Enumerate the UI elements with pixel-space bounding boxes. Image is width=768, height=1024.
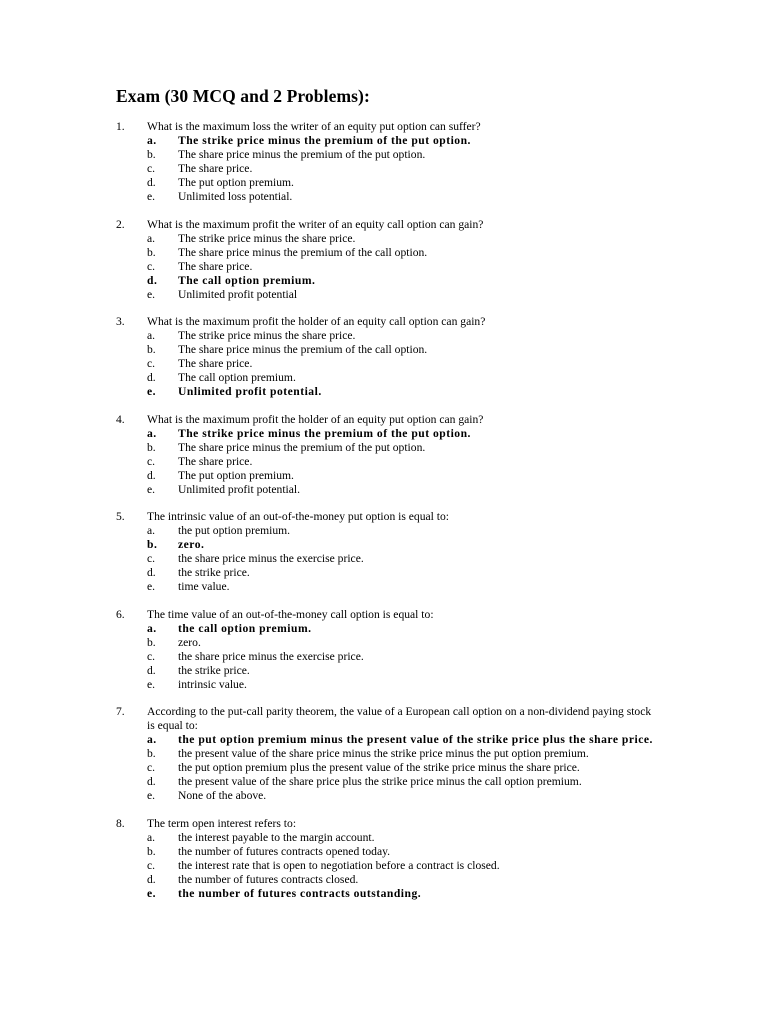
question-text: What is the maximum profit the writer of an equity call option can gain? <box>147 217 484 231</box>
question-stem <box>0 608 768 622</box>
option-text: the call option premium. <box>178 621 312 635</box>
answer-option <box>0 246 768 260</box>
option-letter: c. <box>147 761 156 774</box>
option-letter: d. <box>147 566 156 579</box>
question-stem <box>0 413 768 427</box>
option-letter: d. <box>147 872 156 886</box>
answer-option-correct <box>0 385 768 399</box>
answer-option <box>0 162 768 176</box>
option-letter: c. <box>147 357 156 370</box>
answer-option <box>0 148 768 162</box>
option-text: the strike price. <box>178 663 250 677</box>
option-letter: b. <box>147 343 156 356</box>
option-text: The share price. <box>178 162 253 175</box>
option-letter: a. <box>147 426 157 440</box>
option-letter: d. <box>147 663 156 677</box>
question-number: 8. <box>116 816 125 830</box>
option-letter: e. <box>147 580 156 593</box>
question-5 <box>0 510 768 594</box>
option-text: The share price. <box>178 259 253 273</box>
option-letter: b. <box>147 747 156 760</box>
answer-option <box>0 566 768 580</box>
answer-option-correct <box>0 427 768 441</box>
answer-option-correct <box>0 622 768 636</box>
option-text: The share price minus the premium of the call option. <box>178 343 428 356</box>
option-letter: a. <box>147 524 156 537</box>
question-text: The time value of an out-of-the-money call option is equal to: <box>147 607 434 621</box>
question-text: What is the maximum profit the holder of an equity put option can gain? <box>147 412 484 426</box>
option-letter: b. <box>147 148 156 161</box>
option-letter: d. <box>147 468 156 482</box>
option-text: the strike price. <box>178 566 250 579</box>
answer-option <box>0 845 768 859</box>
option-text: The put option premium. <box>178 468 294 482</box>
option-text: The strike price minus the premium of the put option. <box>178 134 471 147</box>
question-list <box>0 120 768 914</box>
option-letter: e. <box>147 482 156 496</box>
option-text: None of the above. <box>178 789 267 802</box>
answer-option <box>0 636 768 650</box>
option-text: Unlimited profit potential. <box>178 482 301 496</box>
answer-option <box>0 859 768 873</box>
option-letter: d. <box>147 273 158 287</box>
question-text: What is the maximum loss the writer of an equity put option can suffer? <box>147 120 481 133</box>
answer-option <box>0 260 768 274</box>
answer-option <box>0 761 768 775</box>
option-letter: a. <box>147 621 157 635</box>
option-letter: b. <box>147 440 156 454</box>
question-text: What is the maximum profit the holder of an equity call option can gain? <box>147 315 486 328</box>
option-letter: e. <box>147 886 157 900</box>
option-letter: a. <box>147 733 157 746</box>
answer-option <box>0 678 768 692</box>
option-letter: c. <box>147 259 156 273</box>
question-text: The term open interest refers to: <box>147 816 297 830</box>
question-3 <box>0 315 768 399</box>
option-letter: e. <box>147 677 156 691</box>
option-text: the number of futures contracts outstanding. <box>178 886 422 900</box>
question-stem <box>0 120 768 134</box>
option-text: the interest rate that is open to negotiation before a contract is closed. <box>178 858 500 872</box>
option-text: the number of futures contracts closed. <box>178 872 359 886</box>
answer-option <box>0 190 768 204</box>
answer-option <box>0 288 768 302</box>
answer-option <box>0 552 768 566</box>
option-text: The strike price minus the premium of the put option. <box>178 426 471 440</box>
question-number: 1. <box>116 120 125 133</box>
option-letter: a. <box>147 830 156 844</box>
option-letter: b. <box>147 635 156 649</box>
option-letter: e. <box>147 385 157 398</box>
question-text: According to the put-call parity theorem, the value of a European call option on a non-dividend paying stock is equal to: <box>147 705 652 732</box>
question-stem <box>0 705 768 733</box>
question-2 <box>0 218 768 302</box>
option-text: The strike price minus the share price. <box>178 329 356 342</box>
option-text: Unlimited loss potential. <box>178 190 293 203</box>
option-text: Unlimited profit potential <box>178 287 298 301</box>
option-text: the share price minus the exercise price. <box>178 552 364 565</box>
option-letter: b. <box>147 245 156 259</box>
question-stem <box>0 218 768 232</box>
question-number: 2. <box>116 217 125 231</box>
option-text: The share price minus the premium of the put option. <box>178 440 426 454</box>
question-stem <box>0 817 768 831</box>
answer-option <box>0 580 768 594</box>
answer-option <box>0 371 768 385</box>
answer-option-correct <box>0 887 768 901</box>
answer-option <box>0 329 768 343</box>
question-6 <box>0 608 768 692</box>
option-letter: c. <box>147 552 156 565</box>
answer-option <box>0 789 768 803</box>
option-text: zero. <box>178 538 205 551</box>
option-text: time value. <box>178 580 230 593</box>
answer-option <box>0 747 768 761</box>
option-letter: c. <box>147 162 156 175</box>
option-text: The share price minus the premium of the put option. <box>178 148 426 161</box>
question-text: The intrinsic value of an out-of-the-money put option is equal to: <box>147 510 450 523</box>
option-letter: b. <box>147 844 156 858</box>
option-text: The call option premium. <box>178 273 316 287</box>
question-number: 5. <box>116 510 125 523</box>
question-4 <box>0 413 768 497</box>
answer-option <box>0 469 768 483</box>
page-title: Exam (30 MCQ and 2 Problems): <box>116 86 370 106</box>
answer-option <box>0 524 768 538</box>
answer-option-correct <box>0 274 768 288</box>
answer-option <box>0 775 768 789</box>
question-number: 6. <box>116 607 125 621</box>
option-text: The share price. <box>178 357 253 370</box>
option-letter: b. <box>147 538 158 551</box>
question-number: 7. <box>116 705 125 718</box>
answer-option <box>0 357 768 371</box>
option-letter: d. <box>147 371 156 384</box>
option-letter: c. <box>147 454 156 468</box>
option-text: the present value of the share price minus the strike price minus the put option premium. <box>178 747 589 760</box>
option-text: the interest payable to the margin account. <box>178 830 375 844</box>
option-letter: e. <box>147 190 156 203</box>
option-letter: e. <box>147 789 156 802</box>
option-letter: c. <box>147 649 156 663</box>
option-text: intrinsic value. <box>178 677 247 691</box>
answer-option <box>0 483 768 497</box>
option-text: the put option premium minus the present value of the strike price plus the share price. <box>178 733 653 746</box>
option-text: Unlimited profit potential. <box>178 385 322 398</box>
question-number: 4. <box>116 412 125 426</box>
option-letter: d. <box>147 775 156 788</box>
option-text: the put option premium. <box>178 524 291 537</box>
answer-option <box>0 232 768 246</box>
answer-option <box>0 441 768 455</box>
question-stem <box>0 315 768 329</box>
option-letter: e. <box>147 287 156 301</box>
answer-option <box>0 664 768 678</box>
option-text: The call option premium. <box>178 371 296 384</box>
question-8 <box>0 817 768 901</box>
option-letter: c. <box>147 858 156 872</box>
option-text: The share price. <box>178 454 253 468</box>
option-text: The strike price minus the share price. <box>178 231 356 245</box>
answer-option <box>0 176 768 190</box>
option-letter: d. <box>147 176 156 189</box>
option-text: The put option premium. <box>178 176 294 189</box>
answer-option <box>0 873 768 887</box>
answer-option-correct <box>0 134 768 148</box>
option-text: The share price minus the premium of the call option. <box>178 245 428 259</box>
option-text: the number of futures contracts opened today. <box>178 844 391 858</box>
option-text: the present value of the share price plus the strike price minus the call option premium. <box>178 775 582 788</box>
option-letter: a. <box>147 134 157 147</box>
option-text: the share price minus the exercise price. <box>178 649 364 663</box>
answer-option-correct <box>0 733 768 747</box>
question-number: 3. <box>116 315 125 328</box>
answer-option <box>0 455 768 469</box>
answer-option <box>0 831 768 845</box>
answer-option <box>0 650 768 664</box>
question-stem <box>0 510 768 524</box>
question-1 <box>0 120 768 204</box>
option-letter: a. <box>147 231 156 245</box>
answer-option-correct <box>0 538 768 552</box>
option-text: zero. <box>178 635 201 649</box>
option-text: the put option premium plus the present value of the strike price minus the share price. <box>178 761 580 774</box>
option-letter: a. <box>147 329 156 342</box>
question-7 <box>0 705 768 803</box>
answer-option <box>0 343 768 357</box>
